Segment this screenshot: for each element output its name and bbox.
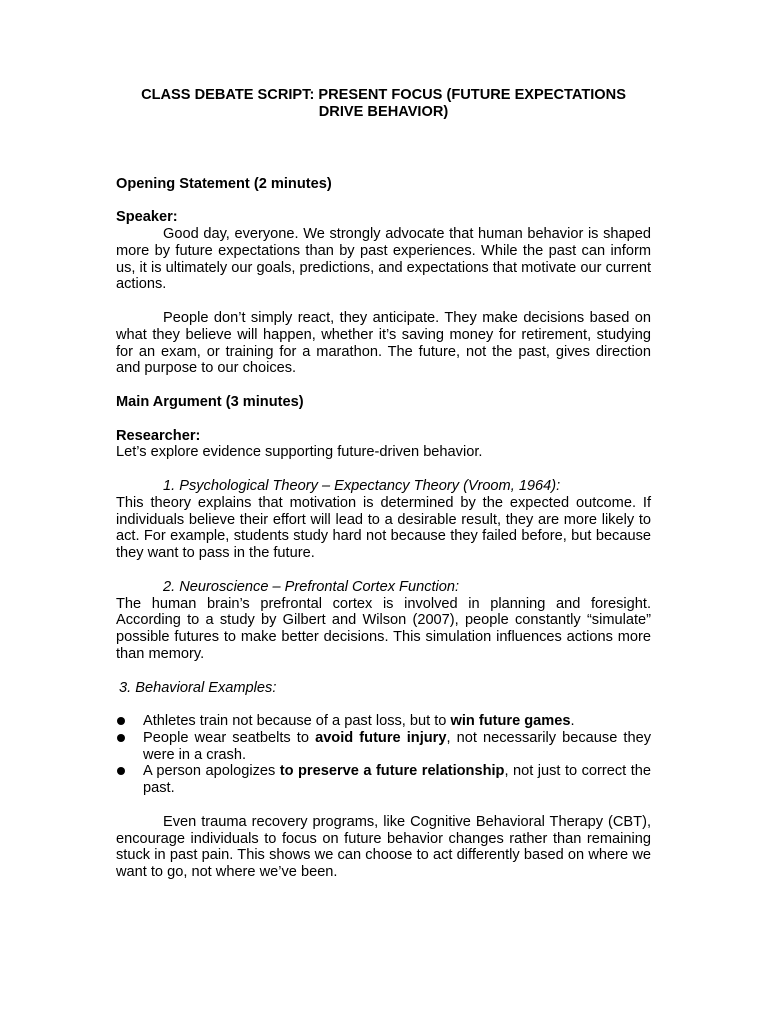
bullet-icon xyxy=(117,734,125,742)
opening-paragraph-2: People don’t simply react, they anticipate. They make decisions based on what they believe will happen, whether it’s saving money for retirement, studying for an exam, or training for a marathon. The future, not the past, gives direction and purpose to our choices. xyxy=(116,309,651,377)
bullet-bold-text: avoid future injury xyxy=(315,729,447,746)
bullet-icon xyxy=(117,717,125,725)
main-argument-heading: Main Argument (3 minutes) xyxy=(116,393,304,410)
opening-paragraph-1: Good day, everyone. We strongly advocate that human behavior is shaped more by future expectations than by past experiences. While the past can inform us, it is ultimately our goals, predictions, and expectations that motivate our current actions. xyxy=(116,225,651,293)
bullet-text: , not necessarily because they were in a crash. xyxy=(143,729,651,763)
list-item xyxy=(116,713,651,730)
bullet-text: A person apologizes xyxy=(143,763,280,780)
main-intro: Let’s explore evidence supporting future-driven behavior. xyxy=(116,444,483,461)
bullet-bold-text: win future games xyxy=(450,713,571,730)
point-2-text: The human brain’s prefrontal cortex is involved in planning and foresight. According to a study by Gilbert and Wilson (2007), people constantly “simulate” possible futures to make better decisions. This simulation influences actions more than memory. xyxy=(116,595,651,662)
bullet-icon xyxy=(117,767,125,775)
closing-paragraph: Even trauma recovery programs, like Cognitive Behavioral Therapy (CBT), encourage individuals to focus on future behavior changes rather than remaining stuck in past pain. This shows we can choose to act differently based on where we want to go, not where we’ve been. xyxy=(116,813,651,881)
point-2-title: 2. Neuroscience – Prefrontal Cortex Function: xyxy=(163,578,460,595)
title-line-1: CLASS DEBATE SCRIPT: PRESENT FOCUS (FUTURE EXPECTATIONS xyxy=(141,87,626,103)
bullet-text: . xyxy=(570,713,575,730)
speaker-label: Speaker: xyxy=(116,209,178,226)
document-title xyxy=(116,87,651,121)
list-item xyxy=(116,730,651,764)
point-1-text: This theory explains that motivation is determined by the expected outcome. If individuals believe their effort will lead to a desirable result, they are more likely to act. For example, students study hard not because they failed before, but because they want to pass in the future. xyxy=(116,494,651,562)
document-body xyxy=(116,87,651,881)
point-1-title: 1. Psychological Theory – Expectancy Theory (Vroom, 1964): xyxy=(163,477,561,494)
bullet-text: , not just to correct the past. xyxy=(143,763,651,797)
title-line-2: DRIVE BEHAVIOR) xyxy=(318,103,449,120)
behavioral-examples-list xyxy=(116,713,651,797)
point-3-title: 3. Behavioral Examples: xyxy=(119,679,277,696)
bullet-bold-text: to preserve a future relationship xyxy=(279,763,505,780)
list-item xyxy=(116,763,651,797)
researcher-label: Researcher: xyxy=(116,427,201,444)
opening-heading: Opening Statement (2 minutes) xyxy=(116,175,332,192)
bullet-text: People wear seatbelts to xyxy=(143,729,316,746)
bullet-text: Athletes train not because of a past loss, but to xyxy=(143,713,451,730)
